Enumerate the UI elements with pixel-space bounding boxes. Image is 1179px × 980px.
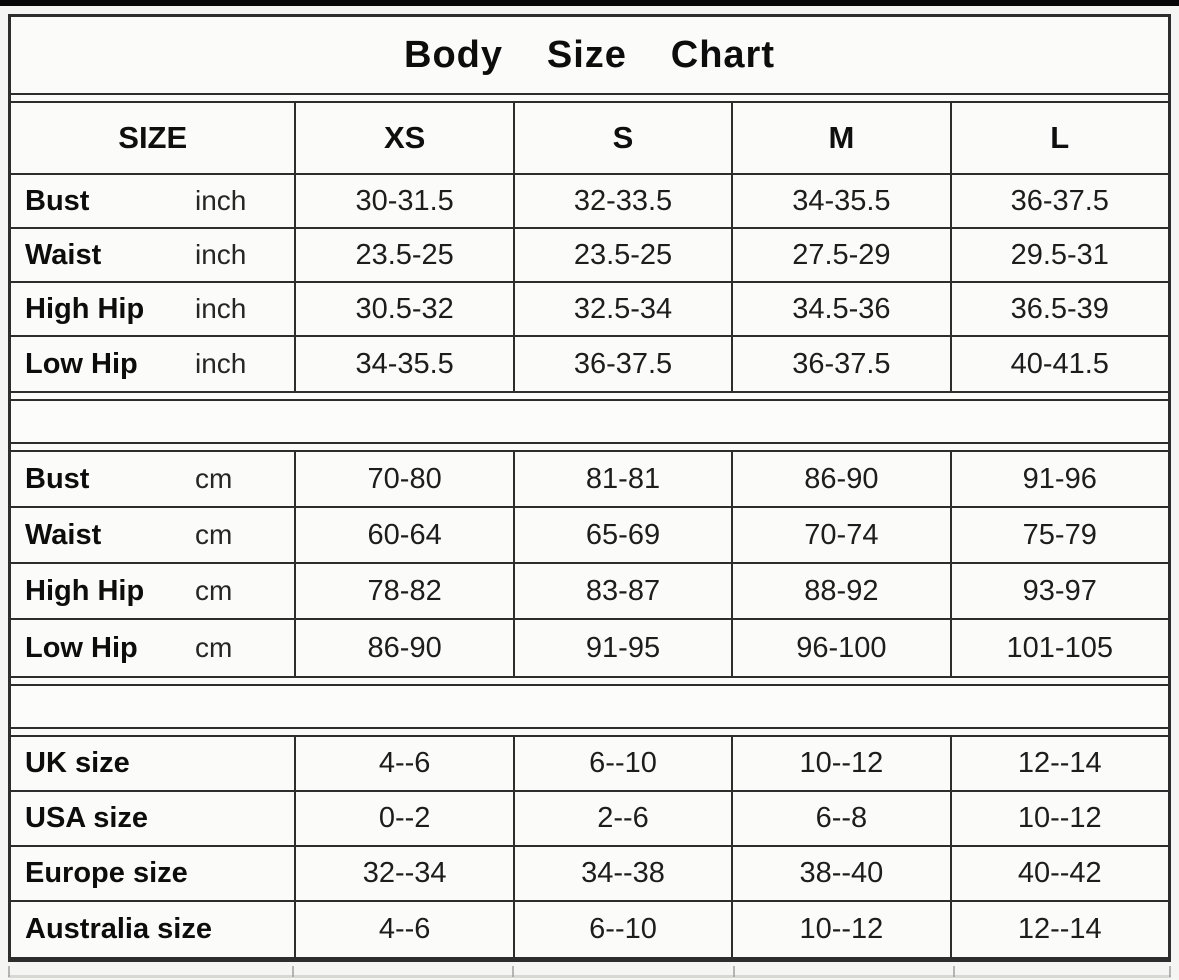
section-inch <box>11 101 1168 393</box>
cell-value: 83-87 <box>513 564 731 618</box>
cell-value: 27.5-29 <box>731 229 949 281</box>
cell-value: 6--10 <box>513 737 731 790</box>
cell-value: 75-79 <box>950 508 1168 562</box>
row-unit: inch <box>195 293 247 325</box>
cell-value: 70-74 <box>731 508 949 562</box>
row-high-hip-cm <box>11 564 1168 620</box>
row-unit: cm <box>195 463 233 495</box>
cell-value: 10--12 <box>731 737 949 790</box>
cell-value: 2--6 <box>513 792 731 845</box>
cell-value: 32-33.5 <box>513 175 731 227</box>
row-label: Europe size <box>25 857 188 889</box>
row-australia-size <box>11 902 1168 957</box>
cell-value: 32.5-34 <box>513 283 731 335</box>
row-label: High Hip <box>25 574 145 607</box>
cell-value: 93-97 <box>950 564 1168 618</box>
column-header-size: SIZE <box>118 120 188 156</box>
cell-value: 91-95 <box>513 620 731 676</box>
row-label: Low Hip <box>25 631 138 664</box>
body-size-chart-table <box>8 14 1171 962</box>
cell-value: 34-35.5 <box>294 337 512 391</box>
cell-value: 36-37.5 <box>513 337 731 391</box>
cell-value: 30-31.5 <box>294 175 512 227</box>
row-label: Bust <box>25 462 90 495</box>
row-label: Low Hip <box>25 347 138 380</box>
empty-spacer-row <box>11 399 1168 444</box>
row-uk-size <box>11 737 1168 792</box>
row-low-hip-cm <box>11 620 1168 676</box>
row-usa-size <box>11 792 1168 847</box>
cell-value: 23.5-25 <box>513 229 731 281</box>
row-low-hip-inch <box>11 337 1168 391</box>
cut-off-next-row-remnant <box>8 966 1171 980</box>
cell-value: 91-96 <box>950 452 1168 506</box>
cell-value: 12--14 <box>950 737 1168 790</box>
cell-value: 86-90 <box>731 452 949 506</box>
row-unit: inch <box>195 239 247 271</box>
cell-value: 32--34 <box>294 847 512 900</box>
cell-value: 40-41.5 <box>950 337 1168 391</box>
row-europe-size <box>11 847 1168 902</box>
cell-value: 38--40 <box>731 847 949 900</box>
row-waist-cm <box>11 508 1168 564</box>
column-header-xs: XS <box>294 103 512 173</box>
cell-value: 6--10 <box>513 902 731 957</box>
row-unit: cm <box>195 575 233 607</box>
cell-value: 4--6 <box>294 737 512 790</box>
cell-value: 96-100 <box>731 620 949 676</box>
row-bust-inch <box>11 175 1168 229</box>
cell-value: 12--14 <box>950 902 1168 957</box>
row-unit: cm <box>195 519 233 551</box>
row-label: High Hip <box>25 292 145 325</box>
cell-value: 4--6 <box>294 902 512 957</box>
column-header-m: M <box>731 103 949 173</box>
row-bust-cm <box>11 452 1168 508</box>
cell-value: 36.5-39 <box>950 283 1168 335</box>
cell-value: 86-90 <box>294 620 512 676</box>
row-unit: cm <box>195 632 233 664</box>
cell-value: 10--12 <box>731 902 949 957</box>
row-label: USA size <box>25 802 149 834</box>
cell-value: 101-105 <box>950 620 1168 676</box>
cell-value: 34.5-36 <box>731 283 949 335</box>
cell-value: 34-35.5 <box>731 175 949 227</box>
row-unit: inch <box>195 348 247 380</box>
row-label: UK size <box>25 747 130 779</box>
chart-title: Body Size Chart <box>404 33 775 76</box>
empty-spacer-row <box>11 684 1168 729</box>
row-unit: inch <box>195 185 247 217</box>
cell-value: 70-80 <box>294 452 512 506</box>
section-cm <box>11 450 1168 678</box>
cell-value: 60-64 <box>294 508 512 562</box>
cell-value: 10--12 <box>950 792 1168 845</box>
row-label: Waist <box>25 518 102 551</box>
row-label: Waist <box>25 238 102 271</box>
cell-value: 78-82 <box>294 564 512 618</box>
cell-value: 40--42 <box>950 847 1168 900</box>
cell-value: 34--38 <box>513 847 731 900</box>
cell-value: 88-92 <box>731 564 949 618</box>
top-black-bar <box>0 0 1179 6</box>
section-international <box>11 735 1168 959</box>
cell-value: 29.5-31 <box>950 229 1168 281</box>
cell-value: 36-37.5 <box>950 175 1168 227</box>
cell-value: 0--2 <box>294 792 512 845</box>
row-label: Bust <box>25 184 90 217</box>
cell-value: 81-81 <box>513 452 731 506</box>
row-high-hip-inch <box>11 283 1168 337</box>
column-header-s: S <box>513 103 731 173</box>
row-waist-inch <box>11 229 1168 283</box>
chart-title-row <box>11 17 1168 95</box>
cell-value: 65-69 <box>513 508 731 562</box>
cell-value: 36-37.5 <box>731 337 949 391</box>
header-row <box>11 103 1168 175</box>
row-label: Australia size <box>25 913 212 945</box>
cell-value: 30.5-32 <box>294 283 512 335</box>
column-header-l: L <box>950 103 1168 173</box>
cell-value: 6--8 <box>731 792 949 845</box>
cell-value: 23.5-25 <box>294 229 512 281</box>
